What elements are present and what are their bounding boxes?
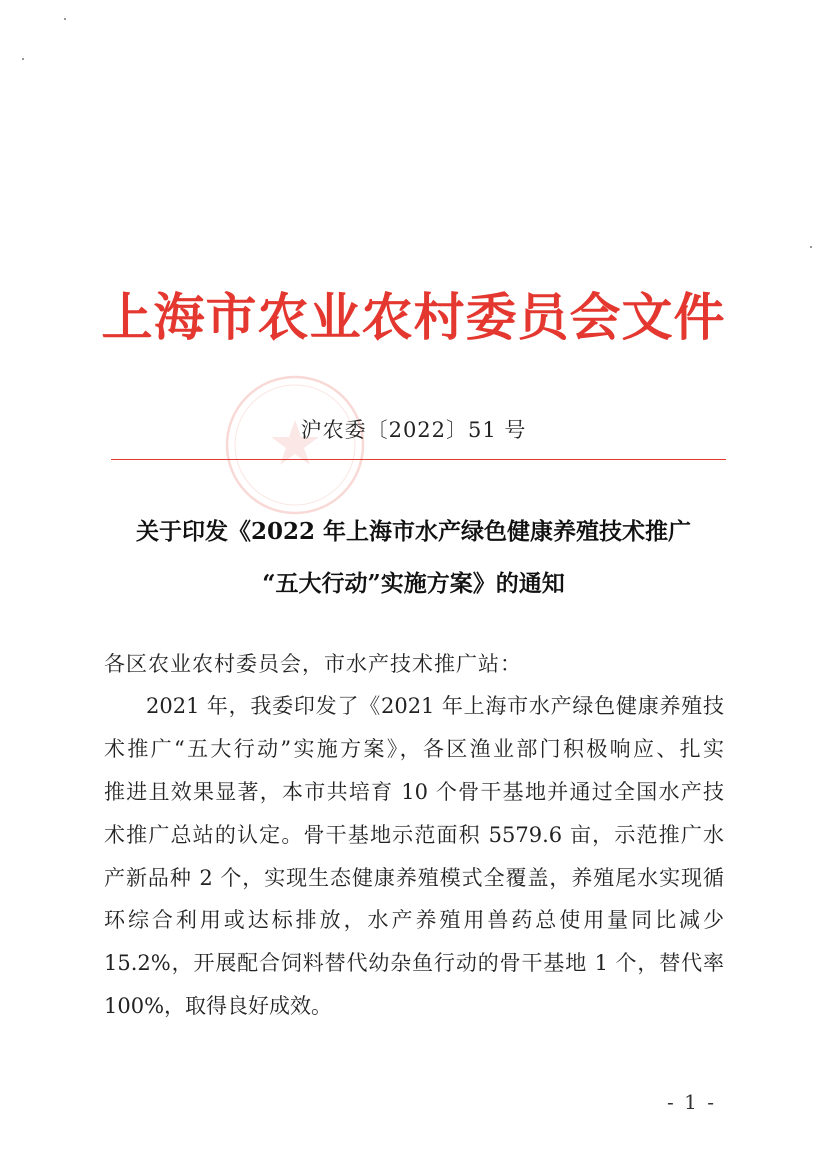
red-divider-line: [111, 459, 726, 460]
body-line: 环综合利用或达标排放，水产养殖用兽药总使用量同比减少: [104, 908, 724, 932]
scan-speck: [22, 58, 24, 60]
body-line: 术推广总站的认定。骨干基地示范面积 5579.6 亩，示范推广水: [104, 823, 724, 847]
body-line: 100%，取得良好成效。: [104, 994, 333, 1018]
body-line: 2021 年，我委印发了《2021 年上海市水产绿色健康养殖技: [146, 694, 724, 718]
salutation: 各区农业农村委员会，市水产技术推广站：: [104, 652, 522, 676]
page-number: - 1 -: [667, 1090, 716, 1114]
document-title-line-1: 关于印发《2022 年上海市水产绿色健康养殖技术推广: [135, 518, 692, 545]
scan-speck: [64, 18, 66, 20]
body-line: 术推广“五大行动”实施方案》，各区渔业部门积极响应、扎实: [104, 737, 724, 761]
document-title-line-2: “五大行动”实施方案》的通知: [262, 570, 565, 597]
body-line: 15.2%，开展配合饲料替代幼杂鱼行动的骨干基地 1 个，替代率: [104, 951, 724, 975]
official-seal-icon: [215, 370, 375, 520]
body-line: 推进且效果显著，本市共培育 10 个骨干基地并通过全国水产技: [104, 780, 724, 804]
body-line: 产新品种 2 个，实现生态健康养殖模式全覆盖，养殖尾水实现循: [104, 866, 724, 890]
document-number: 沪农委〔2022〕51 号: [300, 418, 527, 442]
scan-speck: [810, 246, 812, 248]
document-header-title: 上海市农业农村委员会文件: [101, 288, 726, 348]
